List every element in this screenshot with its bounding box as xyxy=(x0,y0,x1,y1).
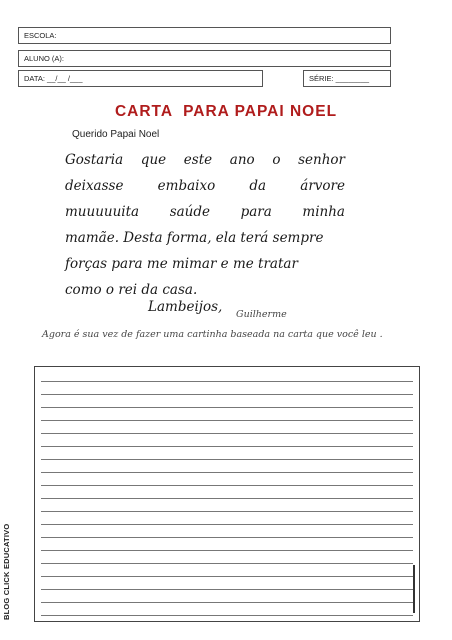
escola-label: ESCOLA: xyxy=(24,31,57,40)
letter-word: saúde xyxy=(169,204,210,220)
letter-word: para xyxy=(240,204,272,220)
writing-line xyxy=(41,537,413,538)
blog-watermark: BLOG CLICK EDUCATIVO xyxy=(2,523,11,620)
serie-label: SÉRIE: ________ xyxy=(309,74,370,83)
writing-line xyxy=(41,498,413,499)
letter-word: ano xyxy=(229,152,255,168)
letter-word: da xyxy=(249,178,267,194)
letter-line xyxy=(65,201,345,227)
letter-body xyxy=(65,149,345,305)
letter-word: minha xyxy=(302,204,345,220)
aluno-label: ALUNO (A): xyxy=(24,54,65,63)
letter-word: este xyxy=(183,152,213,168)
letter-word: árvore xyxy=(300,178,345,194)
letter-greeting: Querido Papai Noel xyxy=(72,129,160,140)
writing-line xyxy=(41,524,413,525)
writing-line xyxy=(41,602,413,603)
writing-line xyxy=(41,420,413,421)
writing-line xyxy=(41,407,413,408)
writing-line xyxy=(41,394,413,395)
letter-title: CARTA PARA PAPAI NOEL xyxy=(114,103,338,120)
instruction-text: Agora é sua vez de fazer uma cartinha baseada na carta que você leu . xyxy=(42,329,383,340)
letter-word: muuuuuita xyxy=(65,204,140,220)
data-field[interactable] xyxy=(18,70,263,87)
letter-signature: Guilherme xyxy=(236,309,287,320)
writing-line xyxy=(41,446,413,447)
writing-line xyxy=(41,576,413,577)
writing-line xyxy=(41,472,413,473)
writing-line xyxy=(41,615,413,616)
letter-closing: Lambeijos, xyxy=(148,299,223,315)
serie-field[interactable] xyxy=(303,70,391,87)
letter-word: que xyxy=(140,152,167,168)
letter-word: forças para me mimar e me tratar xyxy=(65,256,298,272)
writing-line xyxy=(41,563,413,564)
letter-word: deixasse xyxy=(65,178,124,194)
writing-line xyxy=(41,589,413,590)
margin-mark xyxy=(413,565,415,613)
aluno-field[interactable] xyxy=(18,50,391,67)
data-label: DATA: __/__ /___ xyxy=(24,74,83,83)
letter-word: mamãe. Desta forma, ela terá sempre xyxy=(65,230,324,246)
writing-line xyxy=(41,381,413,382)
escola-field[interactable] xyxy=(18,27,391,44)
writing-line xyxy=(41,485,413,486)
letter-word: o xyxy=(272,152,281,168)
writing-line xyxy=(41,459,413,460)
letter-line xyxy=(65,175,345,201)
letter-word: senhor xyxy=(298,152,345,168)
letter-line xyxy=(65,253,345,279)
writing-area[interactable] xyxy=(34,366,420,622)
letter-word: Gostaria xyxy=(65,152,124,168)
letter-word: como o rei da casa. xyxy=(65,282,198,298)
letter-line xyxy=(65,227,345,253)
writing-line xyxy=(41,550,413,551)
writing-line xyxy=(41,433,413,434)
letter-line xyxy=(65,149,345,175)
letter-word: embaixo xyxy=(157,178,216,194)
writing-line xyxy=(41,511,413,512)
